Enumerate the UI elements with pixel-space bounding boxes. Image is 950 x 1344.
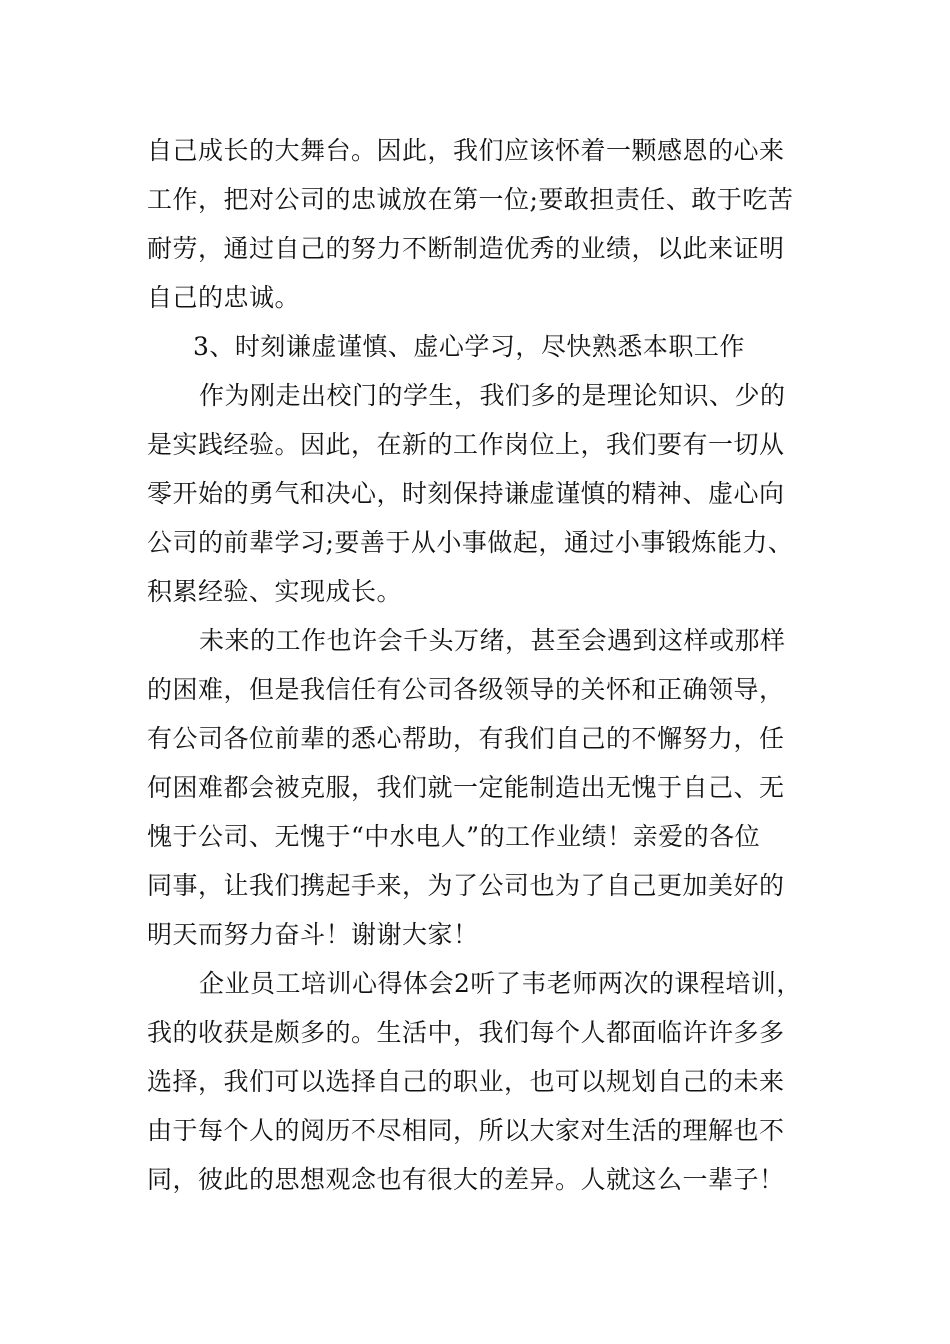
text-line: 耐劳，通过自己的努力不断制造优秀的业绩，以此来证明 [147,234,785,263]
text-line: 有公司各位前辈的悉心帮助，有我们自己的不懈努力，任 [147,724,785,753]
text-line: 愧于公司、无愧于“中水电人”的工作业绩！亲爱的各位 [147,822,761,851]
text-line: 公司的前辈学习;要善于从小事做起，通过小事锻炼能力、 [147,528,794,557]
text-line: 作为刚走出校门的学生，我们多的是理论知识、少的 [199,381,786,410]
text-line: 同，彼此的思想观念也有很大的差异。人就这么一辈子！ [147,1165,785,1194]
text-line: 未来的工作也许会千头万绪，甚至会遇到这样或那样 [199,626,786,655]
text-line: 由于每个人的阅历不尽相同，所以大家对生活的理解也不 [147,1116,785,1145]
text-line: 明天而努力奋斗！谢谢大家！ [147,920,479,949]
text-line: 何困难都会被克服，我们就一定能制造出无愧于自己、无 [147,773,785,802]
text-line: 是实践经验。因此，在新的工作岗位上，我们要有一切从 [147,430,785,459]
text-line: 企业员工培训心得体会2听了韦老师两次的课程培训， [199,969,802,998]
text-line: 自己的忠诚。 [147,283,301,312]
text-line: 工作，把对公司的忠诚放在第一位;要敢担责任、敢于吃苦 [147,185,794,214]
text-line: 我的收获是颇多的。生活中，我们每个人都面临许许多多 [147,1018,785,1047]
section-heading: 3、时刻谦虚谨慎、虚心学习，尽快熟悉本职工作 [193,332,745,361]
text-line: 选择，我们可以选择自己的职业，也可以规划自己的未来 [147,1067,785,1096]
text-line: 积累经验、实现成长。 [147,577,403,606]
text-line: 自己成长的大舞台。因此，我们应该怀着一颗感恩的心来 [147,136,785,165]
body-text [147,126,807,1204]
text-line: 的困难，但是我信任有公司各级领导的关怀和正确领导， [147,675,785,704]
text-line: 同事，让我们携起手来，为了公司也为了自己更加美好的 [147,871,785,900]
text-line: 零开始的勇气和决心，时刻保持谦虚谨慎的精神、虚心向 [147,479,785,508]
